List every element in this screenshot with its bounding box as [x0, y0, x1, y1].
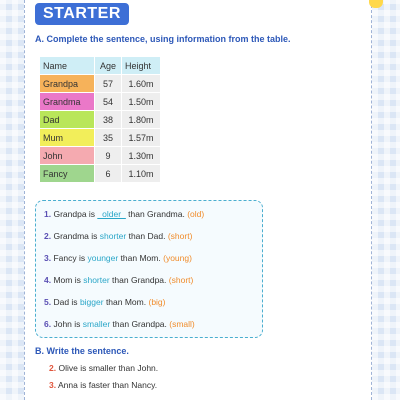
- height-cell: 1.30m: [122, 147, 160, 164]
- table-row: [40, 165, 160, 182]
- sentence-text: than Grandpa.: [110, 319, 167, 329]
- sentence-hint: (big): [148, 297, 166, 307]
- table-row: [40, 147, 160, 164]
- sentence-answer: shorter: [99, 231, 127, 241]
- column-header-height: Height: [122, 57, 160, 74]
- sentence-hint: (short): [168, 275, 194, 285]
- sentence-3: [44, 253, 192, 263]
- sentence-1: [44, 209, 204, 219]
- sentence-hint: (old): [187, 209, 205, 219]
- sentence-text: Mom is: [53, 275, 84, 285]
- corner-tab-decoration: [369, 0, 383, 8]
- sentence-4: [44, 275, 193, 285]
- name-cell: Fancy: [40, 165, 94, 182]
- name-cell: Grandma: [40, 93, 94, 110]
- sentence-hint: (small): [169, 319, 195, 329]
- sentence-text: Fancy is: [53, 253, 88, 263]
- age-cell: 6: [95, 165, 121, 182]
- table-row: [40, 93, 160, 110]
- sentence-hint: (young): [163, 253, 192, 263]
- sentence-number: 5.: [44, 297, 52, 307]
- sentence-text: than Grandma.: [125, 209, 185, 219]
- sentence-answer: younger: [87, 253, 119, 263]
- age-cell: 35: [95, 129, 121, 146]
- sentence-text: than Mom.: [118, 253, 161, 263]
- table-row: [40, 129, 160, 146]
- height-cell: 1.57m: [122, 129, 160, 146]
- name-cell: John: [40, 147, 94, 164]
- family-table: [39, 56, 161, 183]
- age-cell: 57: [95, 75, 121, 92]
- name-cell: Dad: [40, 111, 94, 128]
- write-item: [49, 380, 157, 390]
- item-text: Olive is smaller than John.: [58, 363, 159, 373]
- age-cell: 54: [95, 93, 121, 110]
- sentence-text: Dad is: [53, 297, 80, 307]
- section-b-heading: B. Write the sentence.: [35, 346, 129, 356]
- height-cell: 1.80m: [122, 111, 160, 128]
- sentence-text: John is: [53, 319, 83, 329]
- sentence-answer: smaller: [82, 319, 111, 329]
- column-header-name: Name: [40, 57, 94, 74]
- sentence-2: [44, 231, 192, 241]
- item-number: 2.: [49, 363, 57, 373]
- section-a-heading: A. Complete the sentence, using information from the table.: [35, 34, 291, 44]
- name-cell: Grandpa: [40, 75, 94, 92]
- sentence-5: [44, 297, 166, 307]
- table-header-row: [40, 57, 160, 74]
- starter-badge: STARTER: [35, 3, 129, 25]
- sentence-text: than Mom.: [103, 297, 147, 307]
- sentence-number: 6.: [44, 319, 52, 329]
- worksheet-page: [24, 0, 372, 400]
- height-cell: 1.50m: [122, 93, 160, 110]
- age-cell: 38: [95, 111, 121, 128]
- answers-box: [35, 200, 263, 338]
- sentence-text: than Grandpa.: [109, 275, 167, 285]
- sentence-number: 2.: [44, 231, 52, 241]
- sentence-text: Grandma is: [53, 231, 100, 241]
- sentence-number: 1.: [44, 209, 52, 219]
- sentence-number: 4.: [44, 275, 52, 285]
- table-row: [40, 111, 160, 128]
- name-cell: Mum: [40, 129, 94, 146]
- age-cell: 9: [95, 147, 121, 164]
- item-number: 3.: [49, 380, 57, 390]
- item-text: Anna is faster than Nancy.: [58, 380, 158, 390]
- table-row: [40, 75, 160, 92]
- height-cell: 1.60m: [122, 75, 160, 92]
- sentence-answer: _older_: [97, 209, 126, 219]
- write-item: [49, 363, 158, 373]
- sentence-text: than Dad.: [126, 231, 166, 241]
- sentence-hint: (short): [167, 231, 193, 241]
- sentence-answer: shorter: [83, 275, 110, 285]
- sentence-6: [44, 319, 195, 329]
- height-cell: 1.10m: [122, 165, 160, 182]
- sentence-text: Grandpa is: [53, 209, 98, 219]
- sentence-answer: bigger: [79, 297, 104, 307]
- column-header-age: Age: [95, 57, 121, 74]
- sentence-number: 3.: [44, 253, 52, 263]
